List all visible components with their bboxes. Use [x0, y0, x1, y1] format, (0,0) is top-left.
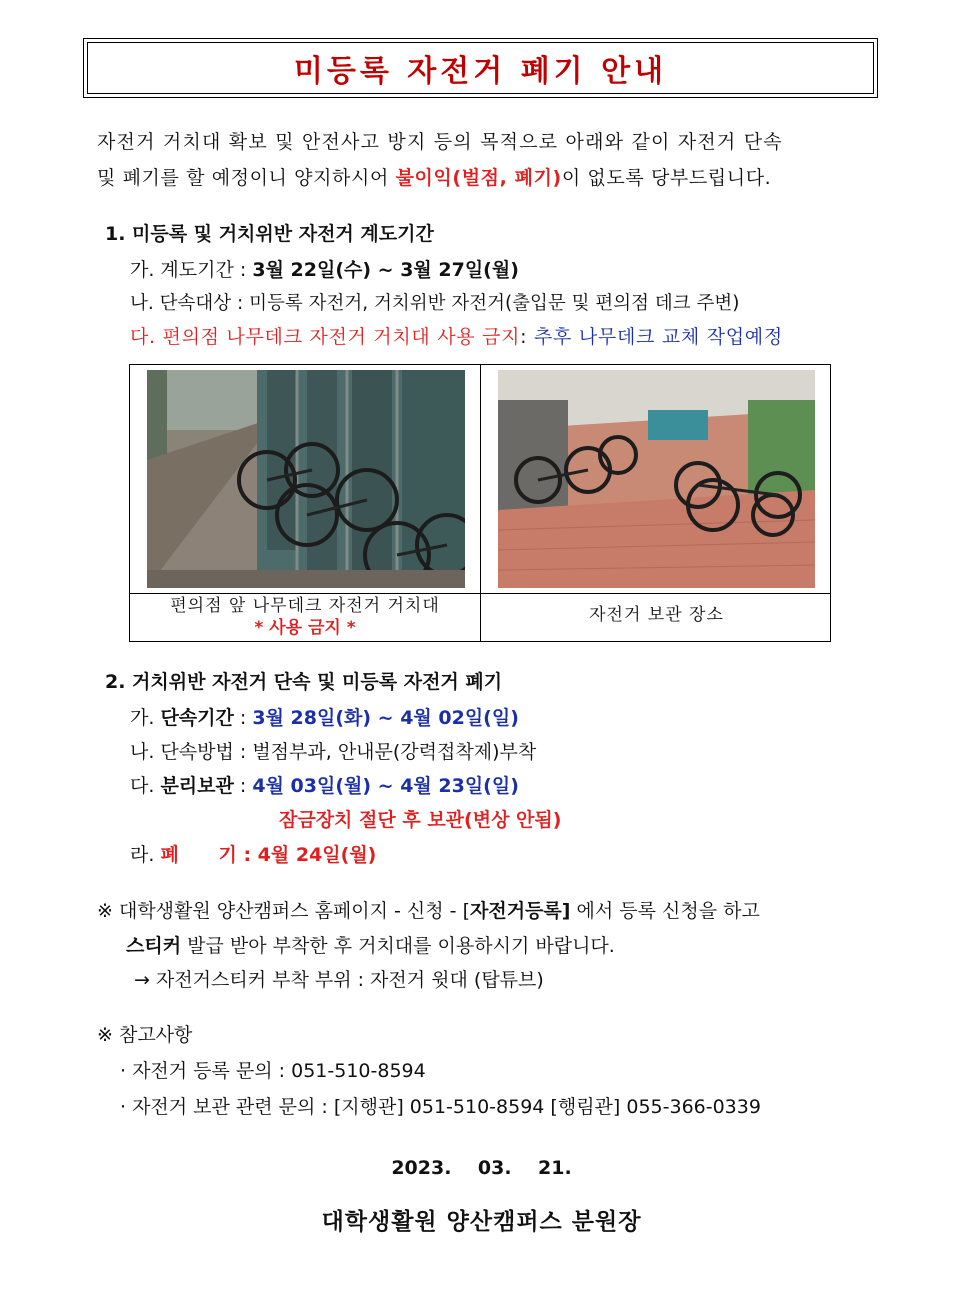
section2-heading: 2. 거치위반 자전거 단속 및 미등록 자전거 폐기: [105, 671, 503, 693]
notice-line-3: → 자전거스티커 부착 부위 : 자전거 윗대 (탑튜브): [134, 969, 544, 991]
section2-item-c-prefix: 다.: [130, 775, 161, 797]
section2-item-c: [130, 771, 519, 798]
section1-item-a: [130, 255, 519, 282]
section2-item-a-value: 3월 28일(화) ~ 4월 02일(일): [252, 707, 519, 729]
section2-item-c-value: 4월 03일(월) ~ 4월 23일(일): [252, 775, 519, 797]
notice-line-1: [97, 896, 760, 923]
section1-item-c-red: 다. 편의점 나무데크 자전거 거치대 사용 금지: [130, 326, 521, 348]
section1-item-a-value: 3월 22일(수) ~ 3월 27일(월): [252, 259, 519, 281]
section2-item-a: [130, 703, 519, 730]
section1-item-c-colon: :: [520, 326, 534, 348]
section2-item-d: [130, 840, 376, 867]
intro-line-2-post: 이 없도록 당부드립니다.: [561, 167, 772, 189]
right-photo-caption: 자전거 보관 장소: [589, 605, 724, 625]
section1-item-c: [130, 322, 783, 349]
notice-registration-link: 자전거등록]: [470, 900, 571, 922]
intro-line-2: [97, 163, 771, 190]
page-title: 미등록 자전거 폐기 안내: [87, 42, 874, 94]
title-box: [83, 38, 878, 98]
section2-item-c-colon: :: [233, 775, 253, 797]
section1-item-a-label: 가. 계도기간 :: [130, 259, 253, 281]
section2-item-a-prefix: 가.: [130, 707, 161, 729]
wooden-deck-bike-rack-photo: [147, 370, 465, 588]
notice-line-1-pre: ※ 대학생활원 양산캠퍼스 홈페이지 - 신청 - [: [97, 900, 470, 922]
bike-storage-area-photo: [498, 370, 815, 588]
notice-sticker: 스티커: [126, 935, 182, 957]
notice-line-1-post: 에서 등록 신청을 하고: [570, 900, 760, 922]
photo-table: [129, 364, 831, 642]
signature: 대학생활원 양산캠퍼스 분원장: [321, 1209, 642, 1235]
section2-item-b: 나. 단속방법 : 벌점부과, 안내문(강력접착제)부착: [130, 741, 537, 763]
section2-item-a-colon: :: [233, 707, 253, 729]
intro-penalty-text: 불이익(벌점, 폐기): [395, 167, 562, 189]
notice-line-2: [126, 931, 615, 958]
section2-item-d-label: 폐 기 : 4월 24일(월): [160, 844, 377, 866]
section1-heading: 1. 미등록 및 거치위반 자전거 계도기간: [105, 223, 434, 245]
document-date: 2023. 03. 21.: [391, 1157, 572, 1179]
section2-item-d-prefix: 라.: [130, 844, 161, 866]
reference-item-1: · 자전거 등록 문의 : 051-510-8594: [120, 1060, 426, 1082]
left-caption-line-1: 편의점 앞 나무데크 자전거 거치대: [170, 596, 440, 616]
notice-line-2-post: 발급 받아 부착한 후 거치대를 이용하시기 바랍니다.: [181, 935, 615, 957]
no-use-warning: * 사용 금지 *: [254, 618, 356, 638]
section2-item-c-label: 분리보관: [160, 775, 234, 797]
section2-item-c-note: 잠금장치 절단 후 보관(변상 안됨): [279, 809, 562, 831]
section1-item-c-blue: 추후 나무데크 교체 작업예정: [534, 326, 783, 348]
section1-item-b: 나. 단속대상 : 미등록 자전거, 거치위반 자전거(출입문 및 편의점 데크 주변): [130, 293, 740, 314]
reference-item-2: · 자전거 보관 관련 문의 : [지행관] 051-510-8594 [행림관] 055-366-0339: [120, 1096, 761, 1118]
intro-line-1: 자전거 거치대 확보 및 안전사고 방지 등의 목적으로 아래와 같이 자전거 단속: [97, 131, 783, 153]
table-divider-horizontal: [130, 593, 830, 594]
left-photo-caption: [130, 595, 480, 639]
reference-heading: ※ 참고사항: [97, 1024, 193, 1046]
section2-item-a-label: 단속기간: [160, 707, 234, 729]
intro-line-2-pre: 및 폐기를 할 예정이니 양지하시어: [97, 167, 396, 189]
table-divider-vertical: [480, 365, 481, 641]
